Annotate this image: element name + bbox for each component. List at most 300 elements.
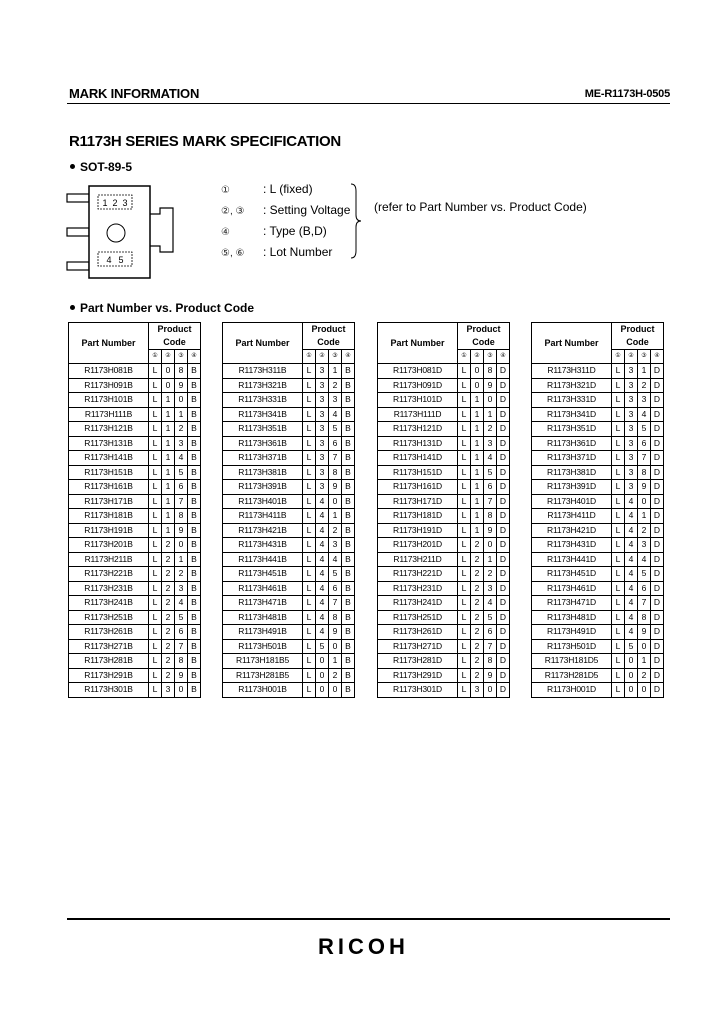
product-code-cell: 3 xyxy=(316,451,329,466)
product-code-cell: L xyxy=(612,451,625,466)
part-number-cell: R1173H341B xyxy=(223,407,303,422)
product-code-cell: 0 xyxy=(162,378,175,393)
product-code-cell: L xyxy=(149,465,162,480)
product-code-cell: B xyxy=(188,393,201,408)
part-number-cell: R1173H421B xyxy=(223,523,303,538)
product-code-cell: B xyxy=(342,596,355,611)
part-number-header: Part Number xyxy=(223,323,303,364)
product-code-cell: L xyxy=(612,683,625,698)
product-code-cell: 7 xyxy=(638,596,651,611)
product-code-cell: 4 xyxy=(329,552,342,567)
product-code-cell: L xyxy=(612,523,625,538)
product-code-cell: L xyxy=(303,378,316,393)
product-code-cell: 4 xyxy=(625,552,638,567)
product-code-cell: B xyxy=(342,639,355,654)
part-number-cell: R1173H221D xyxy=(378,567,458,582)
product-code-cell: L xyxy=(149,581,162,596)
product-code-cell: L xyxy=(303,480,316,495)
product-code-cell: L xyxy=(458,639,471,654)
part-number-cell: R1173H291B xyxy=(69,668,149,683)
product-code-cell: D xyxy=(497,683,510,698)
product-code-cell: 5 xyxy=(484,610,497,625)
product-code-cell: 4 xyxy=(316,538,329,553)
product-code-cell: L xyxy=(303,596,316,611)
mark-position-header: ④ xyxy=(497,350,510,364)
product-code-cell: 9 xyxy=(484,668,497,683)
part-number-cell: R1173H201B xyxy=(69,538,149,553)
product-code-cell: 2 xyxy=(471,552,484,567)
product-code-cell: B xyxy=(188,552,201,567)
product-code-cell: D xyxy=(497,364,510,379)
product-code-cell: 2 xyxy=(484,422,497,437)
footer-divider xyxy=(67,918,670,920)
product-code-cell: 2 xyxy=(471,567,484,582)
table-row xyxy=(223,610,355,625)
product-code-cell: 0 xyxy=(316,683,329,698)
product-code-cell: L xyxy=(303,683,316,698)
product-code-cell: 3 xyxy=(329,538,342,553)
product-code-cell: L xyxy=(458,683,471,698)
part-number-cell: R1173H321D xyxy=(532,378,612,393)
part-number-cell: R1173H161D xyxy=(378,480,458,495)
part-number-cell: R1173H401D xyxy=(532,494,612,509)
product-code-cell: 4 xyxy=(484,596,497,611)
table-row xyxy=(532,683,664,698)
product-code-cell: 9 xyxy=(175,378,188,393)
product-code-cell: L xyxy=(303,422,316,437)
table-row xyxy=(378,509,510,524)
product-code-cell: D xyxy=(651,596,664,611)
part-number-cell: R1173H481B xyxy=(223,610,303,625)
product-code-cell: 5 xyxy=(175,465,188,480)
product-code-cell: 3 xyxy=(638,538,651,553)
table-row xyxy=(223,422,355,437)
product-code-cell: L xyxy=(458,610,471,625)
product-code-cell: 4 xyxy=(625,509,638,524)
table-row xyxy=(69,465,201,480)
product-code-header: Product Code xyxy=(458,323,510,350)
product-code-cell: 7 xyxy=(175,494,188,509)
table-row xyxy=(223,480,355,495)
table-row xyxy=(532,436,664,451)
product-code-cell: L xyxy=(303,393,316,408)
product-code-cell: D xyxy=(497,451,510,466)
part-number-cell: R1173H401B xyxy=(223,494,303,509)
mark-position-header: ② xyxy=(162,350,175,364)
part-number-cell: R1173H421D xyxy=(532,523,612,538)
product-code-cell: B xyxy=(342,668,355,683)
product-code-cell: B xyxy=(188,465,201,480)
legend-text: : L (fixed) xyxy=(263,182,313,196)
product-code-cell: 4 xyxy=(316,625,329,640)
product-code-cell: L xyxy=(303,668,316,683)
product-code-cell: D xyxy=(651,668,664,683)
bullet-icon xyxy=(70,305,75,310)
product-code-cell: 0 xyxy=(175,683,188,698)
legend-mark: ④ xyxy=(221,227,230,238)
product-code-cell: 3 xyxy=(316,378,329,393)
product-code-cell: 1 xyxy=(162,494,175,509)
product-code-cell: 3 xyxy=(316,436,329,451)
product-code-cell: B xyxy=(342,567,355,582)
product-code-cell: L xyxy=(303,523,316,538)
product-code-cell: L xyxy=(458,378,471,393)
table-row xyxy=(532,407,664,422)
table-row xyxy=(532,567,664,582)
bullet-icon xyxy=(70,164,75,169)
product-code-cell: L xyxy=(303,581,316,596)
product-code-cell: 2 xyxy=(471,639,484,654)
part-number-cell: R1173H341D xyxy=(532,407,612,422)
product-code-cell: 2 xyxy=(162,581,175,596)
product-code-cell: 0 xyxy=(638,683,651,698)
part-number-cell: R1173H331B xyxy=(223,393,303,408)
product-code-cell: 0 xyxy=(175,538,188,553)
product-code-table-3 xyxy=(377,322,510,698)
part-number-cell: R1173H181D5 xyxy=(532,654,612,669)
product-code-cell: 0 xyxy=(162,364,175,379)
table-row xyxy=(69,480,201,495)
product-code-cell: 1 xyxy=(329,509,342,524)
part-number-cell: R1173H381B xyxy=(223,465,303,480)
mark-position-header: ④ xyxy=(651,350,664,364)
product-code-cell: 2 xyxy=(162,596,175,611)
product-code-cell: L xyxy=(458,451,471,466)
product-code-cell: 4 xyxy=(625,494,638,509)
product-code-cell: 2 xyxy=(329,523,342,538)
mark-position-header: ② xyxy=(625,350,638,364)
product-code-cell: 5 xyxy=(638,422,651,437)
product-code-cell: B xyxy=(188,625,201,640)
table-row xyxy=(69,567,201,582)
product-code-cell: 0 xyxy=(329,683,342,698)
table-row xyxy=(69,509,201,524)
product-code-cell: 3 xyxy=(316,422,329,437)
product-code-cell: B xyxy=(188,422,201,437)
table-row xyxy=(378,480,510,495)
section-title xyxy=(70,301,254,315)
part-number-cell: R1173H171D xyxy=(378,494,458,509)
product-code-cell: 8 xyxy=(329,465,342,480)
table-row xyxy=(532,494,664,509)
table-row xyxy=(69,552,201,567)
product-code-cell: L xyxy=(149,480,162,495)
product-code-cell: L xyxy=(303,407,316,422)
product-code-cell: B xyxy=(342,422,355,437)
product-code-cell: 1 xyxy=(471,509,484,524)
product-code-cell: 3 xyxy=(625,465,638,480)
product-code-cell: B xyxy=(188,480,201,495)
product-code-cell: L xyxy=(303,509,316,524)
product-code-header: Product Code xyxy=(612,323,664,350)
product-code-cell: L xyxy=(458,538,471,553)
table-row xyxy=(223,465,355,480)
product-code-cell: 4 xyxy=(316,523,329,538)
product-code-cell: B xyxy=(342,523,355,538)
product-code-cell: 2 xyxy=(471,610,484,625)
mark-position-header: ③ xyxy=(638,350,651,364)
product-code-cell: B xyxy=(188,596,201,611)
mark-3: 3 xyxy=(122,198,128,208)
part-number-cell: R1173H371B xyxy=(223,451,303,466)
part-number-cell: R1173H451B xyxy=(223,567,303,582)
product-code-cell: 1 xyxy=(175,407,188,422)
table-row xyxy=(378,494,510,509)
part-number-cell: R1173H241D xyxy=(378,596,458,611)
part-number-cell: R1173H211D xyxy=(378,552,458,567)
product-code-cell: 2 xyxy=(329,668,342,683)
product-code-cell: B xyxy=(188,523,201,538)
product-code-cell: 0 xyxy=(316,668,329,683)
part-number-cell: R1173H181D xyxy=(378,509,458,524)
product-code-cell: 1 xyxy=(471,407,484,422)
product-code-cell: L xyxy=(303,567,316,582)
product-code-cell: 4 xyxy=(625,596,638,611)
part-number-cell: R1173H391D xyxy=(532,480,612,495)
part-number-cell: R1173H241B xyxy=(69,596,149,611)
mark-position-header: ④ xyxy=(342,350,355,364)
table-row xyxy=(69,581,201,596)
part-number-cell: R1173H411D xyxy=(532,509,612,524)
product-code-cell: 0 xyxy=(471,378,484,393)
product-code-cell: L xyxy=(149,639,162,654)
product-code-cell: 1 xyxy=(471,494,484,509)
product-code-cell: 9 xyxy=(484,378,497,393)
product-code-cell: 2 xyxy=(162,639,175,654)
product-code-cell: 3 xyxy=(175,436,188,451)
product-code-cell: 0 xyxy=(316,654,329,669)
table-row xyxy=(69,422,201,437)
product-code-cell: 0 xyxy=(484,683,497,698)
part-number-cell: R1173H441B xyxy=(223,552,303,567)
product-code-cell: 2 xyxy=(638,668,651,683)
product-code-cell: 9 xyxy=(329,625,342,640)
part-number-cell: R1173H281D5 xyxy=(532,668,612,683)
product-code-cell: 2 xyxy=(162,625,175,640)
product-code-cell: B xyxy=(342,378,355,393)
product-code-cell: L xyxy=(303,436,316,451)
product-code-cell: 4 xyxy=(625,610,638,625)
product-code-cell: 2 xyxy=(471,668,484,683)
table-row xyxy=(223,538,355,553)
part-number-cell: R1173H281D xyxy=(378,654,458,669)
product-code-cell: 1 xyxy=(162,407,175,422)
table-row xyxy=(378,422,510,437)
table-row xyxy=(223,378,355,393)
product-code-cell: 2 xyxy=(471,654,484,669)
product-code-cell: L xyxy=(458,567,471,582)
product-code-cell: D xyxy=(497,639,510,654)
product-code-cell: D xyxy=(497,610,510,625)
product-code-cell: B xyxy=(342,654,355,669)
product-code-cell: B xyxy=(188,436,201,451)
legend-note: (refer to Part Number vs. Product Code) xyxy=(374,200,587,214)
part-number-cell: R1173H351D xyxy=(532,422,612,437)
product-code-cell: D xyxy=(651,683,664,698)
table-row xyxy=(532,378,664,393)
product-code-cell: L xyxy=(612,596,625,611)
product-code-cell: B xyxy=(342,494,355,509)
product-code-cell: 8 xyxy=(484,509,497,524)
product-code-cell: 1 xyxy=(638,654,651,669)
product-code-cell: B xyxy=(342,465,355,480)
product-code-cell: L xyxy=(303,552,316,567)
legend-mark: ②, ③ xyxy=(221,206,245,217)
table-row xyxy=(378,668,510,683)
table-row xyxy=(378,567,510,582)
product-code-cell: D xyxy=(497,567,510,582)
part-number-header: Part Number xyxy=(378,323,458,364)
legend-row xyxy=(221,242,350,263)
product-code-cell: 0 xyxy=(175,393,188,408)
table-row xyxy=(532,625,664,640)
product-code-cell: 0 xyxy=(625,668,638,683)
product-code-cell: 9 xyxy=(484,523,497,538)
part-number-cell: R1173H321B xyxy=(223,378,303,393)
product-code-cell: 4 xyxy=(316,610,329,625)
part-number-cell: R1173H311B xyxy=(223,364,303,379)
legend-text: : Setting Voltage xyxy=(263,203,351,217)
mark-position-header: ④ xyxy=(188,350,201,364)
product-code-cell: D xyxy=(651,552,664,567)
table-row xyxy=(69,538,201,553)
product-code-cell: 9 xyxy=(175,668,188,683)
product-code-cell: 2 xyxy=(162,567,175,582)
product-code-cell: B xyxy=(342,451,355,466)
product-code-cell: 3 xyxy=(316,465,329,480)
table-row xyxy=(69,610,201,625)
table-row xyxy=(223,523,355,538)
product-code-cell: 6 xyxy=(175,625,188,640)
product-code-cell: D xyxy=(651,538,664,553)
part-number-cell: R1173H441D xyxy=(532,552,612,567)
product-code-cell: B xyxy=(342,610,355,625)
table-row xyxy=(532,465,664,480)
product-code-cell: L xyxy=(458,625,471,640)
product-code-cell: D xyxy=(651,407,664,422)
product-code-cell: B xyxy=(342,364,355,379)
mark-position-header: ① xyxy=(458,350,471,364)
product-code-cell: 8 xyxy=(638,610,651,625)
part-number-cell: R1173H141D xyxy=(378,451,458,466)
product-code-cell: 0 xyxy=(484,393,497,408)
product-code-cell: 6 xyxy=(484,480,497,495)
product-code-cell: 2 xyxy=(471,581,484,596)
product-code-cell: B xyxy=(188,567,201,582)
table-row xyxy=(532,552,664,567)
part-number-cell: R1173H191B xyxy=(69,523,149,538)
product-code-cell: 3 xyxy=(625,480,638,495)
product-code-table-1 xyxy=(68,322,201,698)
part-number-cell: R1173H271B xyxy=(69,639,149,654)
product-code-cell: 2 xyxy=(471,538,484,553)
table-row xyxy=(378,451,510,466)
product-code-cell: L xyxy=(612,668,625,683)
product-code-cell: 4 xyxy=(625,567,638,582)
mark-position-header: ① xyxy=(612,350,625,364)
part-number-cell: R1173H461B xyxy=(223,581,303,596)
product-code-cell: 4 xyxy=(484,451,497,466)
table-row xyxy=(378,538,510,553)
product-code-cell: D xyxy=(497,494,510,509)
part-number-cell: R1173H101B xyxy=(69,393,149,408)
mark-5: 5 xyxy=(118,255,124,265)
product-code-cell: L xyxy=(149,378,162,393)
part-number-cell: R1173H281B5 xyxy=(223,668,303,683)
product-code-cell: 2 xyxy=(175,567,188,582)
part-number-cell: R1173H261B xyxy=(69,625,149,640)
product-code-cell: L xyxy=(303,465,316,480)
table-row xyxy=(223,639,355,654)
product-code-cell: 2 xyxy=(162,668,175,683)
product-code-cell: 5 xyxy=(484,465,497,480)
product-code-cell: L xyxy=(458,422,471,437)
sot89-package-diagram xyxy=(65,180,175,290)
product-code-cell: 3 xyxy=(638,393,651,408)
part-number-cell: R1173H501B xyxy=(223,639,303,654)
product-code-cell: D xyxy=(651,422,664,437)
product-code-cell: 4 xyxy=(625,581,638,596)
product-code-cell: 4 xyxy=(175,596,188,611)
table-row xyxy=(69,596,201,611)
product-code-cell: 7 xyxy=(484,494,497,509)
product-code-cell: L xyxy=(149,523,162,538)
product-code-cell: L xyxy=(458,581,471,596)
product-code-cell: 9 xyxy=(638,625,651,640)
product-code-cell: D xyxy=(497,509,510,524)
product-code-cell: L xyxy=(303,654,316,669)
table-row xyxy=(69,451,201,466)
product-code-cell: 7 xyxy=(638,451,651,466)
product-code-cell: 3 xyxy=(625,393,638,408)
product-code-cell: 1 xyxy=(471,393,484,408)
table-row xyxy=(532,654,664,669)
table-row xyxy=(69,378,201,393)
part-number-cell: R1173H151B xyxy=(69,465,149,480)
table-row xyxy=(378,393,510,408)
table-row xyxy=(69,654,201,669)
product-code-cell: B xyxy=(188,654,201,669)
part-number-cell: R1173H131D xyxy=(378,436,458,451)
table-row xyxy=(532,596,664,611)
product-code-cell: 3 xyxy=(471,683,484,698)
product-code-cell: 3 xyxy=(625,364,638,379)
part-number-cell: R1173H231D xyxy=(378,581,458,596)
package-name: SOT-89-5 xyxy=(80,160,133,174)
product-code-cell: L xyxy=(458,668,471,683)
product-code-cell: 9 xyxy=(175,523,188,538)
part-number-cell: R1173H491D xyxy=(532,625,612,640)
table-row xyxy=(378,596,510,611)
table-row xyxy=(223,683,355,698)
table-row xyxy=(378,654,510,669)
product-code-cell: 7 xyxy=(329,451,342,466)
table-row xyxy=(378,552,510,567)
product-code-cell: L xyxy=(303,451,316,466)
product-code-cell: 5 xyxy=(329,422,342,437)
product-code-cell: 3 xyxy=(316,407,329,422)
product-code-cell: 4 xyxy=(638,407,651,422)
product-code-cell: B xyxy=(342,480,355,495)
product-code-cell: L xyxy=(303,494,316,509)
product-code-cell: L xyxy=(149,654,162,669)
product-code-cell: 3 xyxy=(484,436,497,451)
part-number-header: Part Number xyxy=(69,323,149,364)
part-number-cell: R1173H351B xyxy=(223,422,303,437)
product-code-cell: D xyxy=(651,480,664,495)
mark-4: 4 xyxy=(106,255,112,265)
product-code-cell: L xyxy=(149,683,162,698)
